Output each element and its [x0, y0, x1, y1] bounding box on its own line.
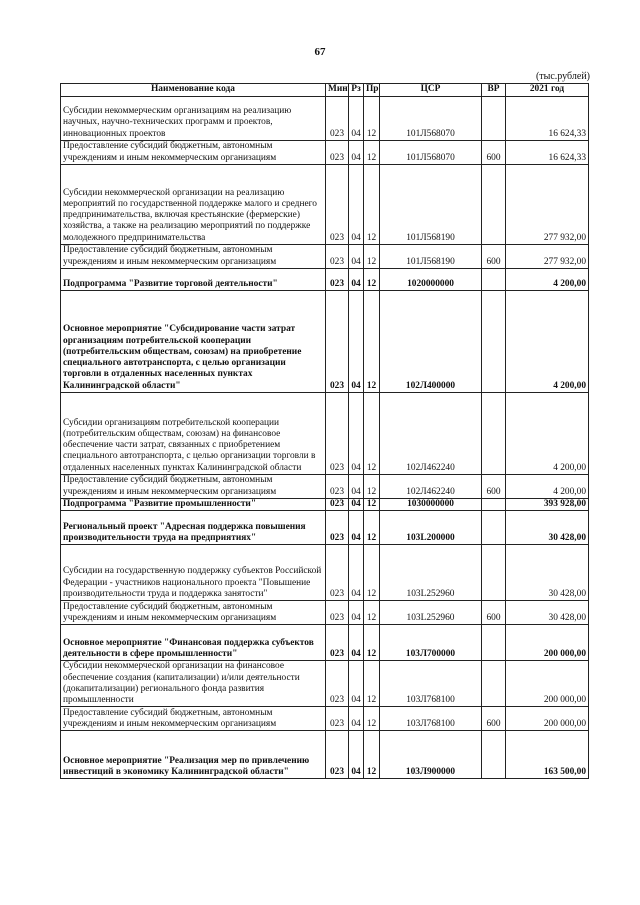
- row-name: Подпрограмма "Развитие промышленности": [61, 499, 326, 511]
- row-vr: 600: [482, 601, 506, 625]
- header-vr: ВР: [482, 84, 506, 97]
- row-min: 023: [326, 499, 349, 511]
- row-csr: 1020000000: [380, 269, 482, 291]
- row-rz: 04: [349, 511, 364, 545]
- row-csr: 1030000000: [380, 499, 482, 511]
- row-sum: 30 428,00: [506, 545, 589, 601]
- row-sum: 16 624,33: [506, 97, 589, 141]
- row-csr: 101Л568070: [380, 97, 482, 141]
- row-sum: 200 000,00: [506, 661, 589, 707]
- row-rz: 04: [349, 707, 364, 731]
- row-pr: 12: [364, 141, 380, 165]
- row-pr: 12: [364, 661, 380, 707]
- row-sum: 4 200,00: [506, 475, 589, 499]
- row-rz: 04: [349, 141, 364, 165]
- row-rz: 04: [349, 393, 364, 475]
- table-row: [61, 499, 589, 511]
- row-pr: 12: [364, 269, 380, 291]
- row-min: 023: [326, 731, 349, 779]
- row-rz: 04: [349, 291, 364, 393]
- row-vr: 600: [482, 141, 506, 165]
- row-name: Основное мероприятие "Реализация мер по привлечению инвестиций в экономику Калининградской области": [61, 731, 326, 779]
- row-vr: [482, 97, 506, 141]
- row-sum: 200 000,00: [506, 625, 589, 661]
- row-pr: 12: [364, 707, 380, 731]
- row-name: Региональный проект "Адресная поддержка повышения производительности труда на предприятиях": [61, 511, 326, 545]
- row-csr: 103Л700000: [380, 625, 482, 661]
- row-rz: 04: [349, 625, 364, 661]
- row-sum: 16 624,33: [506, 141, 589, 165]
- row-pr: 12: [364, 731, 380, 779]
- row-rz: 04: [349, 545, 364, 601]
- row-rz: 04: [349, 499, 364, 511]
- table-row: [61, 511, 589, 545]
- row-min: 023: [326, 545, 349, 601]
- row-vr: [482, 291, 506, 393]
- table-row: [61, 245, 589, 269]
- row-min: 023: [326, 393, 349, 475]
- row-sum: 30 428,00: [506, 601, 589, 625]
- table-body: [61, 97, 589, 779]
- row-name: Предоставление субсидий бюджетным, автономным учреждениям и иным некоммерческим организациям: [61, 475, 326, 499]
- header-min: Мин: [326, 84, 349, 97]
- page-number: 67: [314, 46, 326, 58]
- row-vr: [482, 545, 506, 601]
- row-sum: 393 928,00: [506, 499, 589, 511]
- row-csr: 101Л568190: [380, 245, 482, 269]
- table-row: [61, 291, 589, 393]
- row-pr: 12: [364, 625, 380, 661]
- row-sum: 277 932,00: [506, 165, 589, 245]
- row-name: Субсидии некоммерческим организациям на реализацию научных, научно-технических программ и проектов, инновационных проектов: [61, 97, 326, 141]
- row-min: 023: [326, 245, 349, 269]
- row-rz: 04: [349, 475, 364, 499]
- row-rz: 04: [349, 245, 364, 269]
- row-sum: 200 000,00: [506, 707, 589, 731]
- row-min: 023: [326, 97, 349, 141]
- row-name: Основное мероприятие "Субсидирование части затрат организациям потребительской кооперации (потребительским обществам, союзам) на приобретение специального автотранспорта, с целью организации торговли в отдаленных населенных пунктах Калининградской области": [61, 291, 326, 393]
- row-sum: 4 200,00: [506, 291, 589, 393]
- row-vr: [482, 165, 506, 245]
- row-pr: 12: [364, 245, 380, 269]
- row-csr: 103Л900000: [380, 731, 482, 779]
- row-csr: 101Л568070: [380, 141, 482, 165]
- row-sum: 30 428,00: [506, 511, 589, 545]
- table-row: [61, 661, 589, 707]
- row-vr: [482, 731, 506, 779]
- header-year: 2021 год: [506, 84, 589, 97]
- row-vr: 600: [482, 475, 506, 499]
- row-pr: 12: [364, 511, 380, 545]
- row-pr: 12: [364, 291, 380, 393]
- header-pr: Пр: [364, 84, 380, 97]
- row-name: Основное мероприятие "Финансовая поддержка субъектов деятельности в сфере промышленности": [61, 625, 326, 661]
- table-row: [61, 165, 589, 245]
- row-sum: 4 200,00: [506, 269, 589, 291]
- row-sum: 163 500,00: [506, 731, 589, 779]
- row-rz: 04: [349, 661, 364, 707]
- table-row: [61, 731, 589, 779]
- row-name: Субсидии некоммерческой организации на реализацию мероприятий по государственной поддержке малого и среднего предпринимательства, включая крестьянские (фермерские) хозяйства, а также на реализацию мероприятий по поддержке молодежного предпринимательства: [61, 165, 326, 245]
- table-row: [61, 97, 589, 141]
- row-pr: 12: [364, 475, 380, 499]
- row-csr: 102Л462240: [380, 475, 482, 499]
- table-row: [61, 269, 589, 291]
- row-min: 023: [326, 165, 349, 245]
- row-pr: 12: [364, 97, 380, 141]
- row-min: 023: [326, 141, 349, 165]
- row-csr: 103L200000: [380, 511, 482, 545]
- row-name: Предоставление субсидий бюджетным, автономным учреждениям и иным некоммерческим организациям: [61, 601, 326, 625]
- row-name: Субсидии организациям потребительской кооперации (потребительским обществам, союзам) на финансовое обеспечение части затрат, связанных с приобретением специального автотранспорта, с целью организации торговли в отдаленных населенных пунктах Калининградской области: [61, 393, 326, 475]
- row-name: Предоставление субсидий бюджетным, автономным учреждениям и иным некоммерческим организациям: [61, 707, 326, 731]
- row-rz: 04: [349, 269, 364, 291]
- table-row: [61, 601, 589, 625]
- units-label: (тыс.рублей): [535, 71, 590, 82]
- row-vr: [482, 269, 506, 291]
- table-row: [61, 141, 589, 165]
- table-header-row: [61, 84, 589, 97]
- row-min: 023: [326, 269, 349, 291]
- table-row: [61, 475, 589, 499]
- row-csr: 101Л568190: [380, 165, 482, 245]
- table-row: [61, 545, 589, 601]
- row-csr: 102Л400000: [380, 291, 482, 393]
- row-min: 023: [326, 511, 349, 545]
- row-min: 023: [326, 291, 349, 393]
- budget-table: [60, 83, 589, 779]
- row-min: 023: [326, 661, 349, 707]
- row-pr: 12: [364, 499, 380, 511]
- row-csr: 103Л768100: [380, 707, 482, 731]
- row-name: Субсидии некоммерческой организации на финансовое обеспечение создания (капитализации) и/или деятельности (докапитализации) регионального фонда развития промышленности: [61, 661, 326, 707]
- table-row: [61, 393, 589, 475]
- row-vr: [482, 625, 506, 661]
- row-vr: [482, 511, 506, 545]
- row-pr: 12: [364, 601, 380, 625]
- row-name: Подпрограмма "Развитие торговой деятельности": [61, 269, 326, 291]
- row-rz: 04: [349, 731, 364, 779]
- table-row: [61, 707, 589, 731]
- row-pr: 12: [364, 165, 380, 245]
- row-csr: 103L252960: [380, 545, 482, 601]
- row-csr: 102Л462240: [380, 393, 482, 475]
- row-csr: 103L252960: [380, 601, 482, 625]
- row-vr: 600: [482, 245, 506, 269]
- row-min: 023: [326, 625, 349, 661]
- row-min: 023: [326, 601, 349, 625]
- row-name: Предоставление субсидий бюджетным, автономным учреждениям и иным некоммерческим организациям: [61, 141, 326, 165]
- row-sum: 277 932,00: [506, 245, 589, 269]
- header-csr: ЦСР: [380, 84, 482, 97]
- row-pr: 12: [364, 393, 380, 475]
- row-min: 023: [326, 475, 349, 499]
- row-rz: 04: [349, 97, 364, 141]
- row-vr: 600: [482, 707, 506, 731]
- table-row: [61, 625, 589, 661]
- header-name: Наименование кода: [61, 84, 326, 97]
- row-vr: [482, 499, 506, 511]
- row-name: Субсидии на государственную поддержку субъектов Российской Федерации - участников национального проекта "Повышение производительности труда и поддержка занятости": [61, 545, 326, 601]
- row-rz: 04: [349, 601, 364, 625]
- header-rz: Рз: [349, 84, 364, 97]
- row-pr: 12: [364, 545, 380, 601]
- row-vr: [482, 393, 506, 475]
- row-sum: 4 200,00: [506, 393, 589, 475]
- row-rz: 04: [349, 165, 364, 245]
- row-min: 023: [326, 707, 349, 731]
- row-csr: 103Л768100: [380, 661, 482, 707]
- row-vr: [482, 661, 506, 707]
- row-name: Предоставление субсидий бюджетным, автономным учреждениям и иным некоммерческим организациям: [61, 245, 326, 269]
